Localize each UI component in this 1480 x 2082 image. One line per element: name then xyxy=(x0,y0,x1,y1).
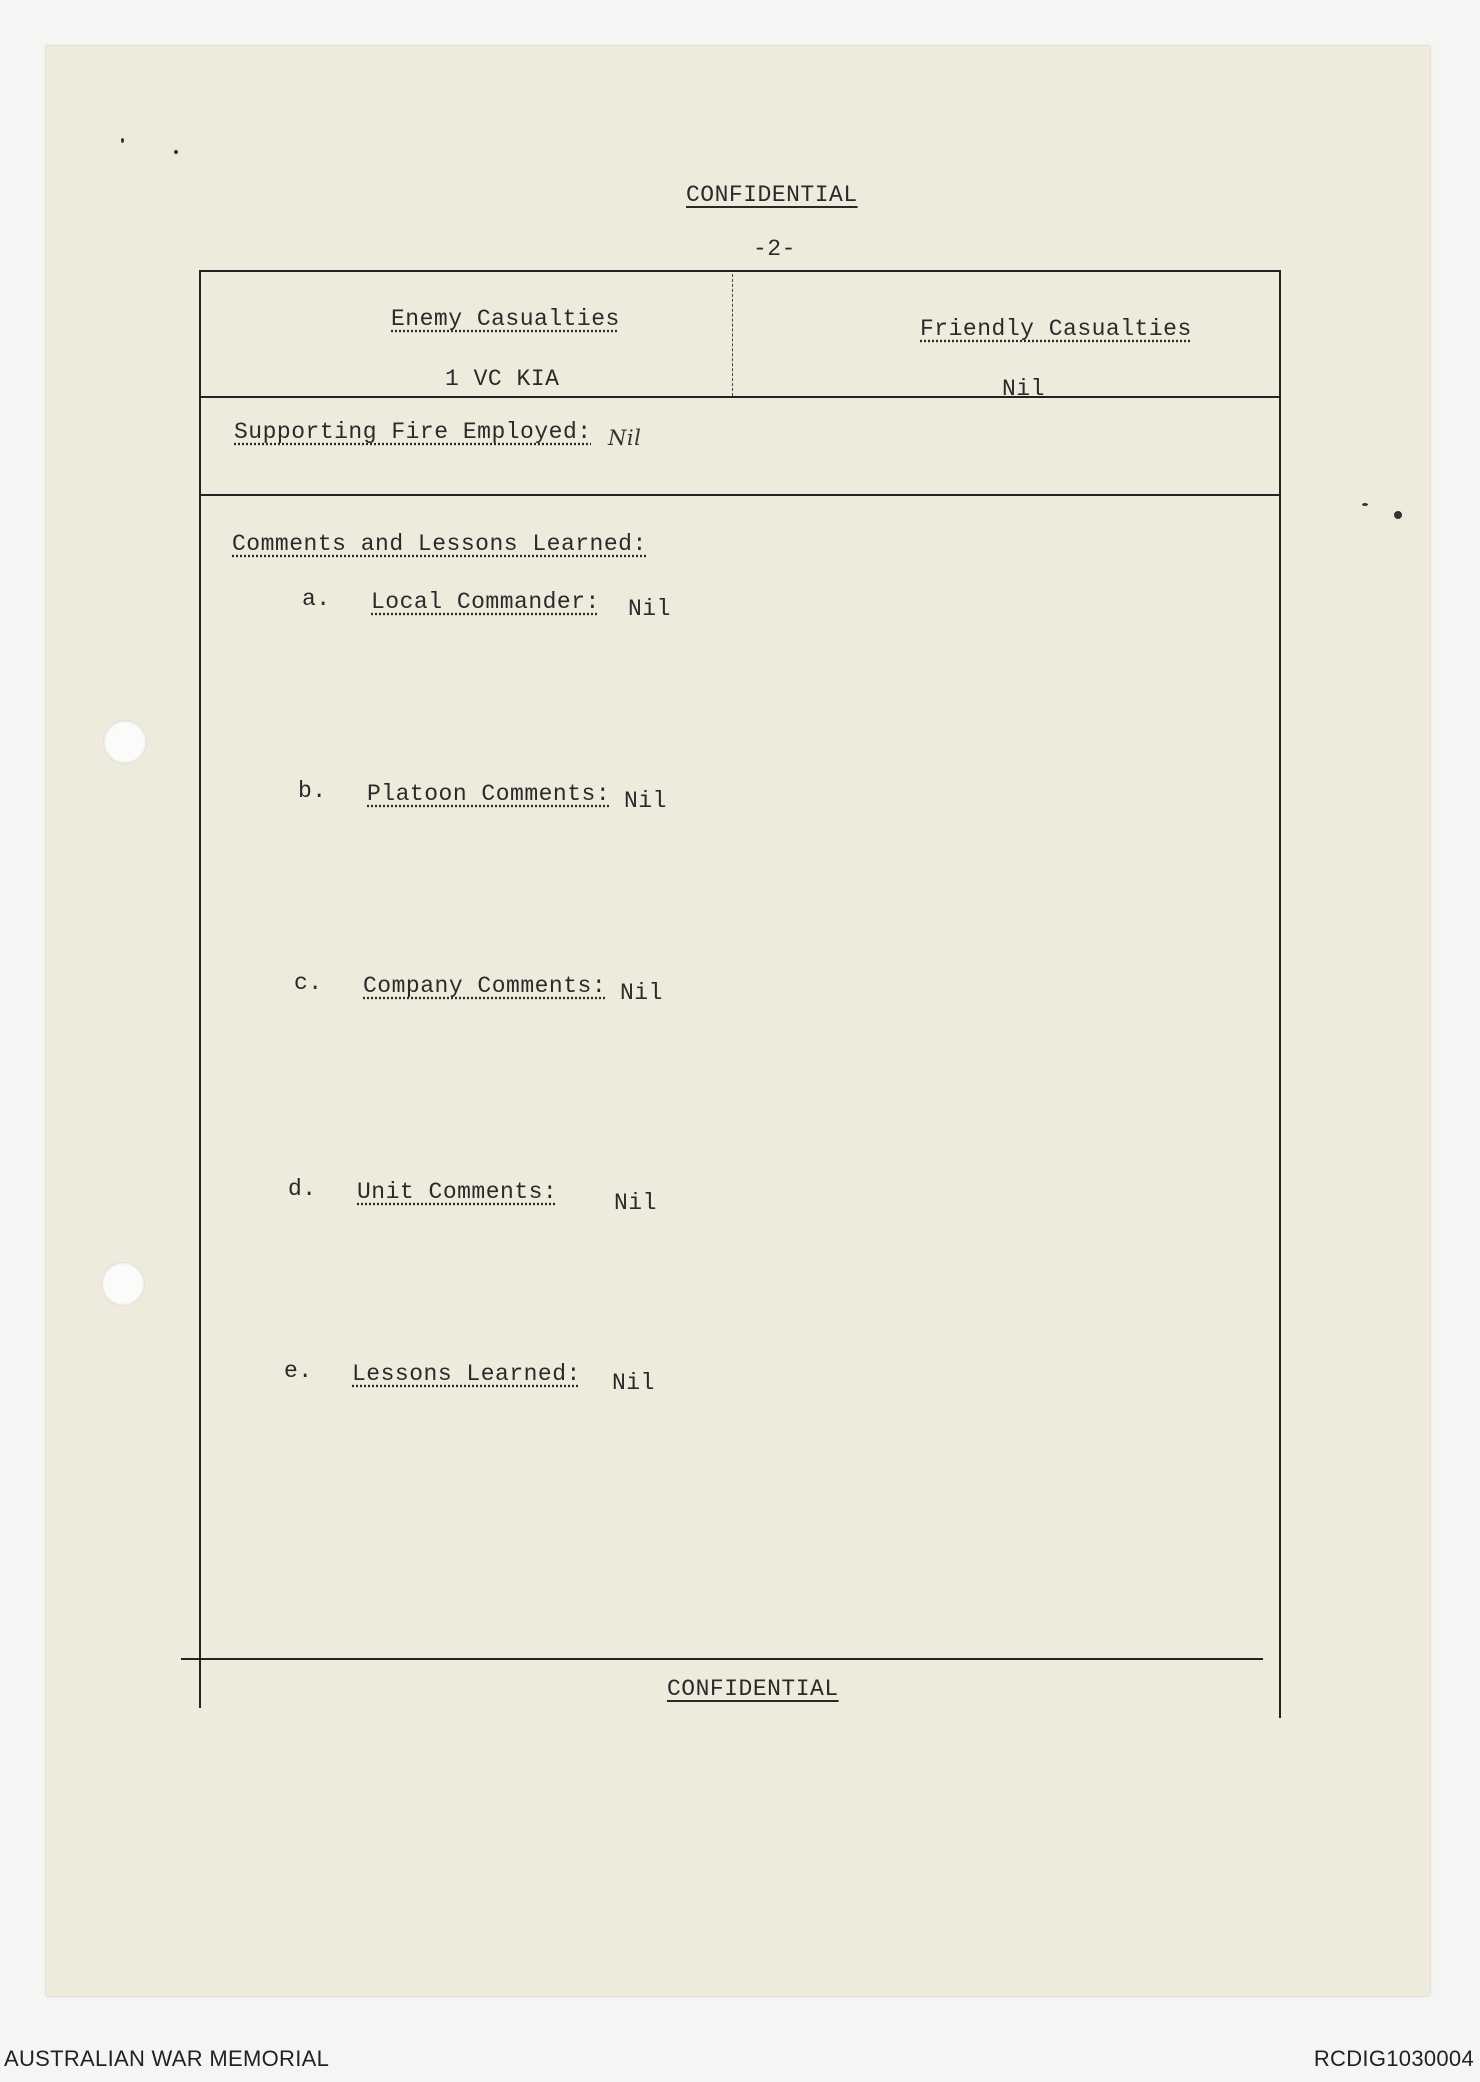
friendly-casualties-label: Friendly Casualties xyxy=(920,316,1192,342)
platoon-comments-label: Platoon Comments: xyxy=(367,781,611,807)
item-letter-a: a. xyxy=(302,586,331,612)
company-comments-label: Company Comments: xyxy=(363,973,607,999)
punch-hole-bottom xyxy=(101,1262,145,1306)
ink-speck xyxy=(1394,511,1402,519)
unit-comments-label: Unit Comments: xyxy=(357,1179,558,1205)
fire-row-divider xyxy=(199,494,1281,496)
comments-heading: Comments and Lessons Learned: xyxy=(232,531,647,557)
archive-record-id: RCDIG1030004 xyxy=(1313,2046,1474,2071)
lessons-learned-label: Lessons Learned: xyxy=(352,1361,581,1387)
punch-hole-top xyxy=(103,720,147,764)
table-left-border xyxy=(199,270,201,1708)
item-letter-b: b. xyxy=(298,778,327,804)
table-top-border xyxy=(199,270,1281,272)
enemy-casualties-label: Enemy Casualties xyxy=(391,306,620,332)
company-comments-value: Nil xyxy=(620,980,663,1006)
item-letter-c: c. xyxy=(294,970,323,996)
local-commander-value: Nil xyxy=(628,596,671,622)
casualties-column-divider xyxy=(732,274,733,396)
lessons-learned-value: Nil xyxy=(612,1370,655,1396)
item-letter-e: e. xyxy=(284,1358,313,1384)
casualties-row-divider xyxy=(199,396,1281,398)
local-commander-label: Local Commander: xyxy=(371,589,600,615)
friendly-casualties-value: Nil xyxy=(1002,376,1045,402)
supporting-fire-label: Supporting Fire Employed: xyxy=(234,419,592,445)
ink-speck xyxy=(1362,503,1368,506)
enemy-casualties-value: 1 VC KIA xyxy=(445,366,560,392)
item-letter-d: d. xyxy=(288,1176,317,1202)
table-right-border xyxy=(1279,270,1281,1718)
document-page xyxy=(46,46,1430,1996)
ink-speck xyxy=(174,150,178,154)
table-bottom-border xyxy=(181,1658,1263,1660)
supporting-fire-value: Nil xyxy=(608,426,642,450)
platoon-comments-value: Nil xyxy=(624,788,667,814)
header-classification: CONFIDENTIAL xyxy=(686,182,858,208)
ink-speck xyxy=(121,138,124,143)
unit-comments-value: Nil xyxy=(614,1190,657,1216)
archive-institution: AUSTRALIAN WAR MEMORIAL xyxy=(4,2046,330,2071)
footer-classification: CONFIDENTIAL xyxy=(667,1676,839,1702)
page-number: -2- xyxy=(753,236,796,262)
